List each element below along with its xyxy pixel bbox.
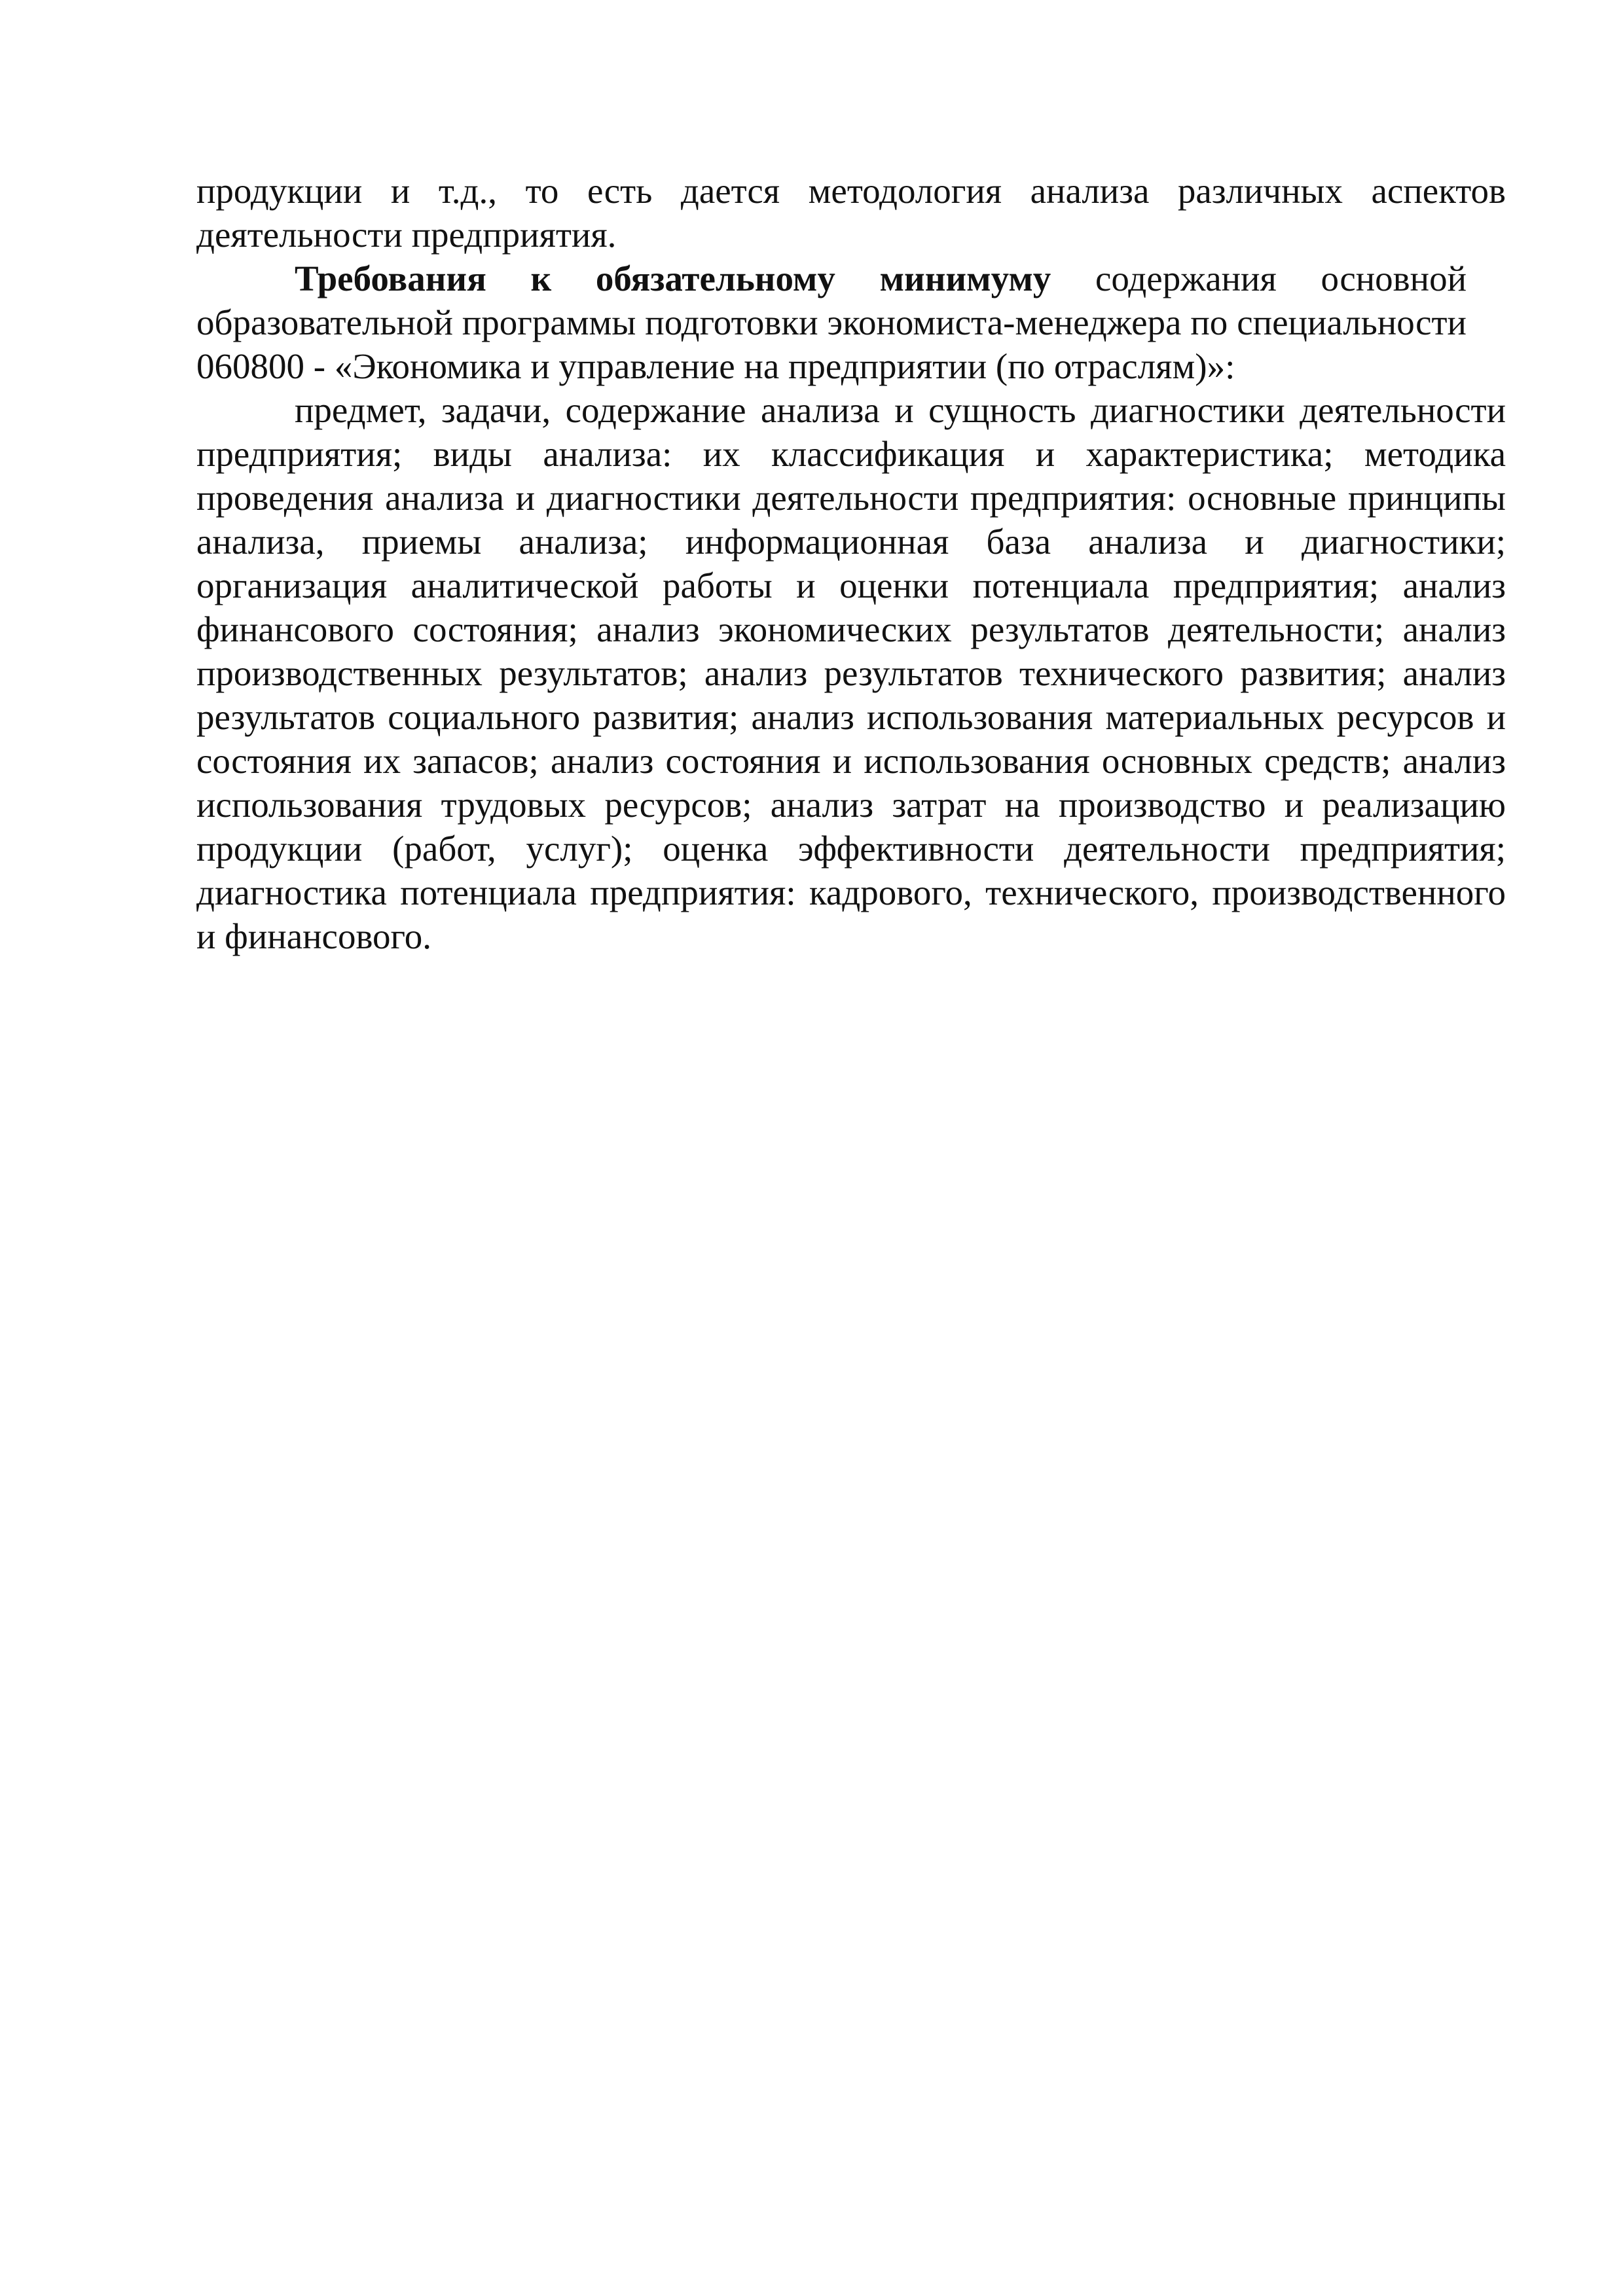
paragraph-requirements xyxy=(196,257,1467,388)
paragraph-topics: предмет, задачи, содержание анализа и сущность диагностики деятельности предприятия; виды анализа: их классификация и характеристика; методика проведения анализа и диагностики деятельности предприятия: основные принципы анализа, приемы анализа; информационная база анализа и диагностики; организация аналитической работы и оценки потенциала предприятия; анализ финансового состояния; анализ экономических результатов деятельности; анализ производственных результатов; анализ результатов технического развития; анализ результатов социального развития; анализ использования материальных ресурсов и состояния их запасов; анализ состояния и использования основных средств; анализ использования трудовых ресурсов; анализ затрат на производство и реализацию продукции (работ, услуг); оценка эффективности деятельности предприятия; диагностика потенциала предприятия: кадрового, технического, производственного и финансового. xyxy=(196,390,1506,956)
document-body xyxy=(196,169,1506,958)
requirements-text: содержания основной образовательной программы подготовки экономиста-менеджера по специальности 060800 - «Экономика и управление на предприятии (по отраслям)»: xyxy=(196,259,1467,386)
paragraph-continuation: продукции и т.д., то есть дается методология анализа различных аспектов деятельности предприятия. xyxy=(196,171,1506,255)
requirements-heading: Требования к обязательному минимуму xyxy=(295,259,1051,298)
